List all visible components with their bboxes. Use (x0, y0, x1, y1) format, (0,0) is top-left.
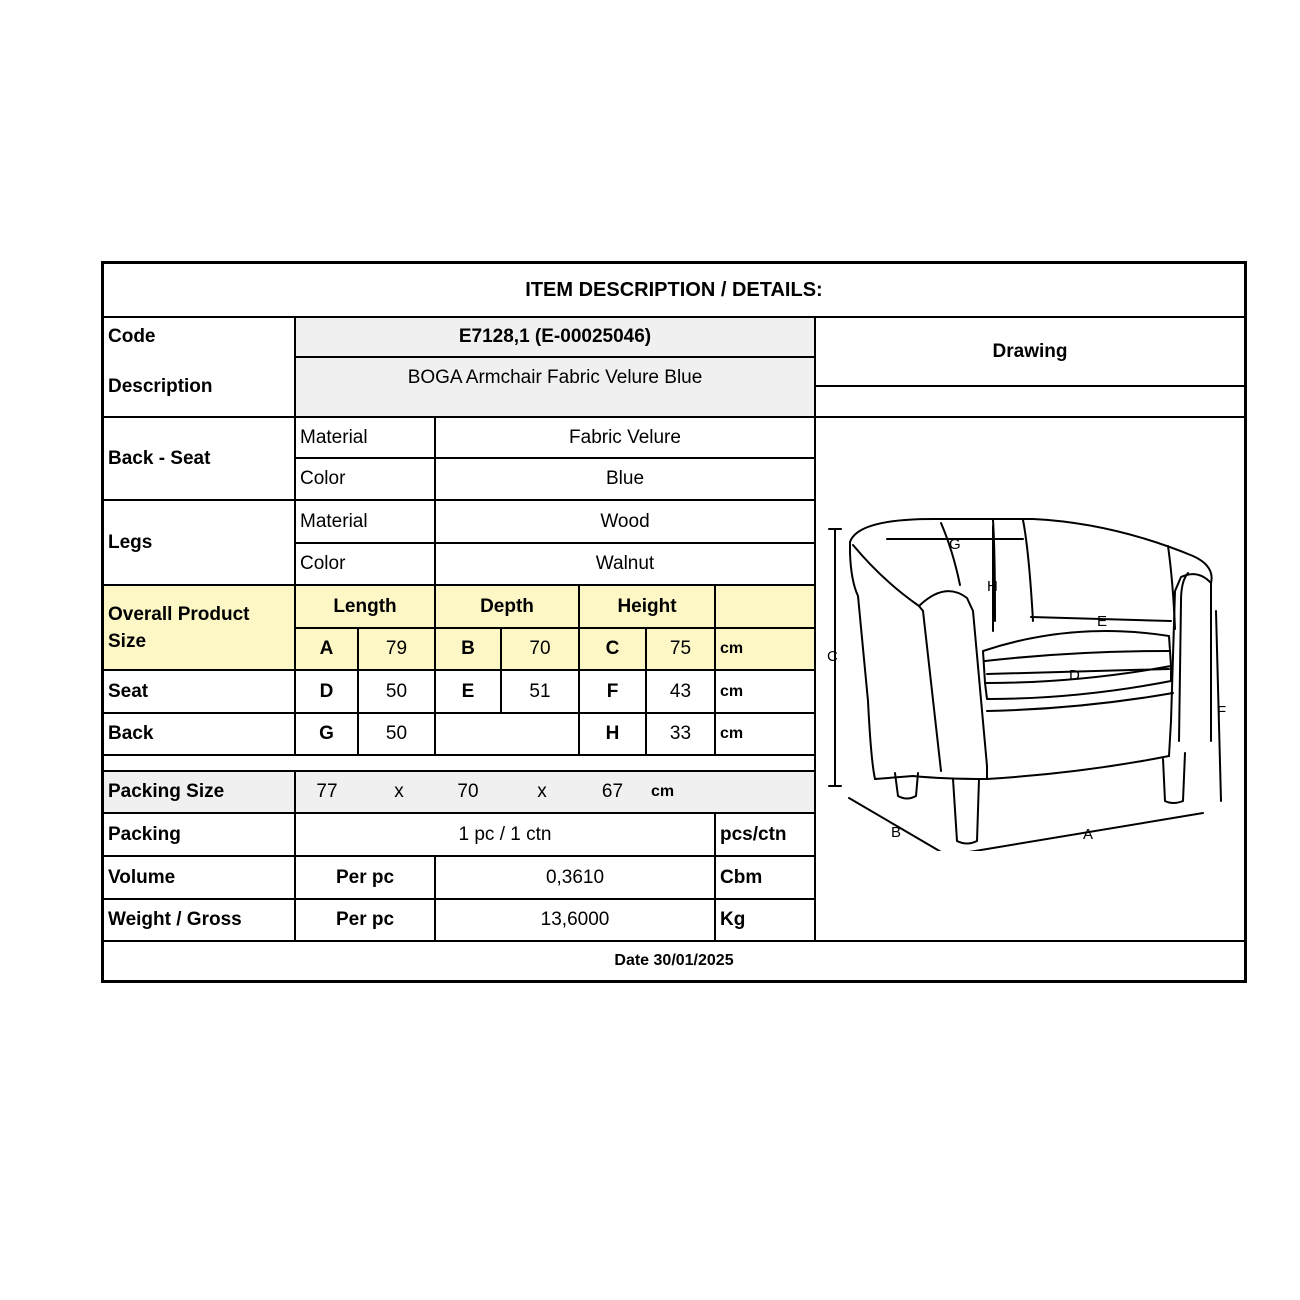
f-label: F (606, 680, 619, 702)
f-value: 43 (669, 680, 692, 702)
legs-color-value: Walnut (595, 553, 655, 574)
back-seat-color-value: Blue (605, 468, 645, 489)
height-header: Height (617, 595, 677, 617)
description-label: Description (108, 376, 213, 397)
g-value: 50 (385, 723, 408, 744)
legs-material-label: Material (300, 510, 368, 532)
a-value: 79 (385, 638, 408, 659)
h-value: 33 (669, 723, 692, 744)
volume-per: Per pc (335, 866, 395, 888)
back-label: Back (108, 723, 154, 744)
back-seat-material-value: Fabric Velure (569, 426, 681, 448)
depth-header: Depth (480, 595, 534, 617)
packing-unit: pcs/ctn (720, 823, 787, 845)
dim-letter-e: E (1097, 613, 1108, 630)
packing-size-unit: cm (651, 783, 675, 800)
back-seat-color-label: Color (300, 468, 346, 489)
back-seat-label: Back - Seat (108, 447, 211, 469)
packing-value: 1 pc / 1 ctn (458, 823, 552, 845)
legs-label: Legs (108, 531, 153, 553)
dim-letter-f: F (1217, 703, 1227, 720)
volume-label: Volume (108, 866, 176, 888)
weight-label: Weight / Gross (108, 909, 242, 930)
packing-width: 70 (457, 781, 479, 802)
d-label: D (319, 680, 334, 702)
g-label: G (319, 723, 334, 744)
seat-label: Seat (108, 680, 149, 702)
length-header: Length (333, 595, 397, 617)
d-value: 50 (385, 680, 408, 702)
overall-unit: cm (720, 640, 744, 657)
legs-color-label: Color (300, 553, 346, 574)
c-label: C (605, 638, 620, 659)
dim-letter-c: C (827, 648, 838, 665)
drawing-label: Drawing (992, 340, 1068, 362)
c-value: 75 (669, 638, 692, 659)
dim-letter-h: H (987, 578, 998, 595)
description-value: BOGA Armchair Fabric Velure Blue (407, 367, 703, 388)
packing-height: 67 (601, 781, 624, 802)
legs-material-value: Wood (600, 510, 650, 532)
volume-unit: Cbm (720, 866, 763, 888)
back-unit: cm (720, 725, 744, 742)
packing-x1: x (394, 781, 404, 802)
footer-date: Date 30/01/2025 (614, 952, 734, 969)
packing-x2: x (537, 781, 547, 802)
code-label: Code (108, 326, 156, 347)
dim-letter-g: G (949, 536, 961, 553)
weight-per: Per pc (335, 909, 395, 930)
weight-unit: Kg (720, 909, 746, 930)
packing-length: 77 (316, 781, 338, 802)
armchair-drawing (823, 511, 1233, 851)
sheet-title: ITEM DESCRIPTION / DETAILS: (525, 278, 823, 301)
dim-letter-b: B (891, 824, 902, 841)
e-label: E (461, 680, 475, 702)
a-label: A (319, 638, 334, 659)
seat-unit: cm (720, 682, 744, 700)
b-label: B (461, 638, 475, 659)
overall-size-label: Overall Product Size (108, 603, 250, 652)
e-value: 51 (529, 680, 551, 702)
dim-letter-d: D (1069, 667, 1080, 684)
b-value: 70 (529, 638, 551, 659)
back-seat-material-label: Material (300, 426, 368, 448)
h-label: H (605, 723, 620, 744)
weight-value: 13,6000 (540, 909, 610, 930)
packing-size-label: Packing Size (108, 781, 225, 802)
code-value: E7128,1 (E-00025046) (458, 326, 652, 347)
volume-value: 0,3610 (545, 866, 605, 888)
dim-letter-a: A (1083, 826, 1094, 843)
packing-label: Packing (108, 823, 181, 845)
